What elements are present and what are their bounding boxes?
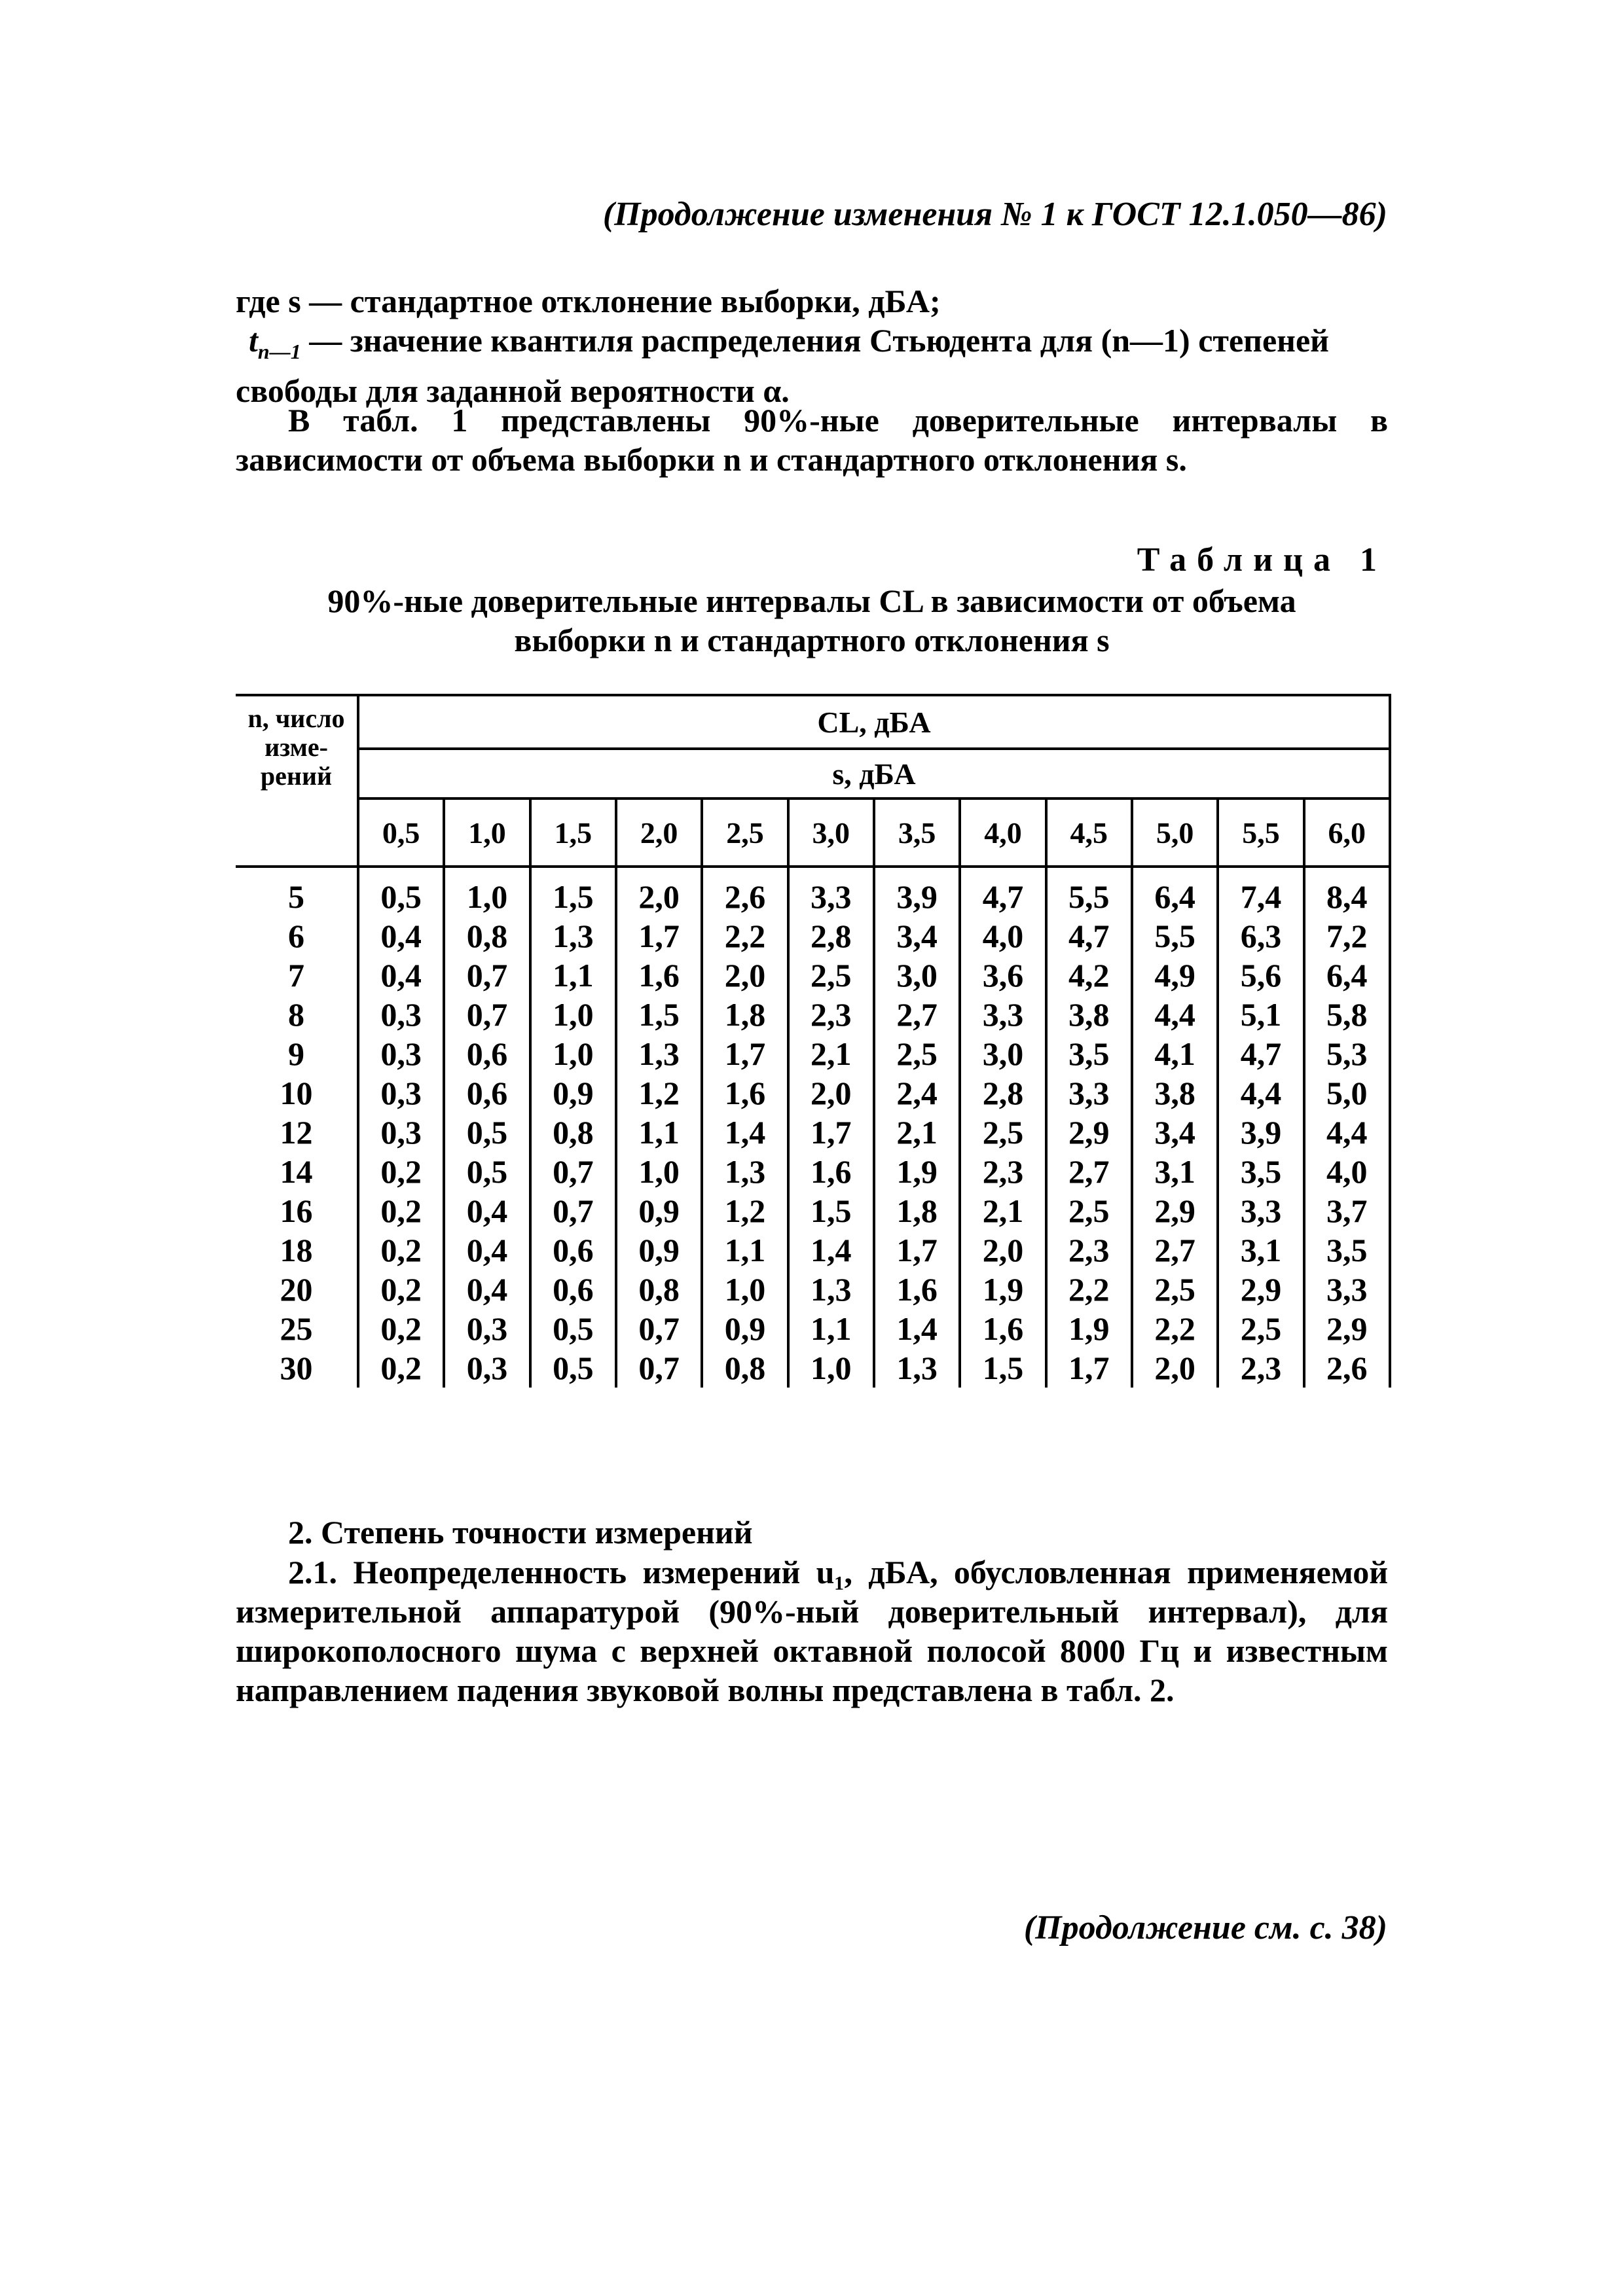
cl-value: 3,0 xyxy=(874,956,960,995)
cl-value: 0,7 xyxy=(616,1348,702,1388)
cl-value: 6,4 xyxy=(1132,867,1218,916)
n-column-header: n, число изме- рений xyxy=(236,695,358,867)
cl-value: 3,4 xyxy=(874,916,960,956)
cl-value: 7,4 xyxy=(1218,867,1304,916)
cl-value: 4,2 xyxy=(1046,956,1132,995)
s-value-header: 2,5 xyxy=(702,798,788,867)
cl-value: 4,9 xyxy=(1132,956,1218,995)
cl-value: 1,1 xyxy=(702,1230,788,1270)
confidence-table xyxy=(236,694,1391,1388)
cl-value: 1,7 xyxy=(788,1113,874,1152)
cl-value: 6,3 xyxy=(1218,916,1304,956)
cl-value: 3,3 xyxy=(960,995,1046,1034)
n-value: 6 xyxy=(236,916,358,956)
cl-value: 1,5 xyxy=(788,1191,874,1230)
cl-value: 7,2 xyxy=(1304,916,1390,956)
cl-value: 0,6 xyxy=(444,1034,530,1073)
cl-table xyxy=(236,694,1391,1388)
cl-value: 1,6 xyxy=(702,1073,788,1113)
cl-value: 0,3 xyxy=(444,1348,530,1388)
cl-value: 0,6 xyxy=(530,1230,616,1270)
cl-value: 0,5 xyxy=(444,1152,530,1191)
n-value: 20 xyxy=(236,1270,358,1309)
cl-value: 2,9 xyxy=(1304,1309,1390,1348)
cl-value: 1,0 xyxy=(444,867,530,916)
cl-value: 2,5 xyxy=(1218,1309,1304,1348)
cl-value: 3,3 xyxy=(788,867,874,916)
cl-value: 0,2 xyxy=(358,1348,444,1388)
cl-value: 2,8 xyxy=(788,916,874,956)
cl-value: 0,7 xyxy=(444,995,530,1034)
cl-value: 0,5 xyxy=(530,1348,616,1388)
cl-value: 1,6 xyxy=(960,1309,1046,1348)
cl-header: CL, дБА xyxy=(358,695,1390,749)
table-caption: Таблица 1 xyxy=(1137,541,1387,579)
table-row xyxy=(236,1152,1390,1191)
cl-value: 1,7 xyxy=(874,1230,960,1270)
cl-value: 1,7 xyxy=(702,1034,788,1073)
cl-value: 0,8 xyxy=(616,1270,702,1309)
cl-value: 3,3 xyxy=(1218,1191,1304,1230)
n-value: 10 xyxy=(236,1073,358,1113)
cl-value: 8,4 xyxy=(1304,867,1390,916)
s-value-header: 5,0 xyxy=(1132,798,1218,867)
s-value-header: 3,0 xyxy=(788,798,874,867)
cl-value: 3,5 xyxy=(1218,1152,1304,1191)
cl-value: 1,7 xyxy=(1046,1348,1132,1388)
s-value-header: 1,0 xyxy=(444,798,530,867)
table-title-line-2: выборки n и стандартного отклонения s xyxy=(514,622,1110,658)
cl-value: 2,6 xyxy=(702,867,788,916)
cl-value: 3,7 xyxy=(1304,1191,1390,1230)
cl-value: 0,4 xyxy=(444,1230,530,1270)
continuation-note: (Продолжение см. с. 38) xyxy=(1023,1909,1387,1946)
cl-value: 5,8 xyxy=(1304,995,1390,1034)
table-title xyxy=(236,581,1388,660)
cl-value: 4,7 xyxy=(960,867,1046,916)
cl-value: 2,1 xyxy=(788,1034,874,1073)
cl-value: 0,2 xyxy=(358,1309,444,1348)
definition-t-text: — значение квантиля распределения Стьюдента для (n—1) степеней xyxy=(301,322,1329,359)
n-value: 8 xyxy=(236,995,358,1034)
s-value-header: 5,5 xyxy=(1218,798,1304,867)
cl-value: 2,5 xyxy=(1046,1191,1132,1230)
s-value-header: 4,0 xyxy=(960,798,1046,867)
cl-value: 2,0 xyxy=(788,1073,874,1113)
cl-value: 3,6 xyxy=(960,956,1046,995)
cl-value: 2,3 xyxy=(1218,1348,1304,1388)
cl-value: 1,3 xyxy=(530,916,616,956)
n-value: 16 xyxy=(236,1191,358,1230)
cl-value: 2,2 xyxy=(1132,1309,1218,1348)
definition-t xyxy=(236,321,1388,371)
table-row xyxy=(236,1191,1390,1230)
table-row xyxy=(236,1230,1390,1270)
s-value-header: 0,5 xyxy=(358,798,444,867)
cl-value: 0,8 xyxy=(702,1348,788,1388)
cl-value: 0,2 xyxy=(358,1270,444,1309)
cl-value: 0,4 xyxy=(358,916,444,956)
cl-value: 0,2 xyxy=(358,1152,444,1191)
s-value-header: 2,0 xyxy=(616,798,702,867)
cl-value: 2,3 xyxy=(788,995,874,1034)
cl-value: 1,3 xyxy=(874,1348,960,1388)
cl-value: 2,9 xyxy=(1046,1113,1132,1152)
cl-value: 1,0 xyxy=(788,1348,874,1388)
table-row xyxy=(236,1034,1390,1073)
cl-value: 3,8 xyxy=(1132,1073,1218,1113)
paragraph-table-ref: В табл. 1 представлены 90%-ные доверительные интервалы в зависимости от объема выборки n и стандартного отклонения s. xyxy=(236,402,1388,478)
cl-value: 5,6 xyxy=(1218,956,1304,995)
cl-value: 4,7 xyxy=(1046,916,1132,956)
cl-value: 2,7 xyxy=(1132,1230,1218,1270)
cl-value: 2,0 xyxy=(616,867,702,916)
s-header: s, дБА xyxy=(358,749,1390,798)
cl-value: 0,7 xyxy=(616,1309,702,1348)
cl-value: 1,9 xyxy=(1046,1309,1132,1348)
cl-value: 0,3 xyxy=(358,1113,444,1152)
cl-value: 0,9 xyxy=(702,1309,788,1348)
cl-value: 1,3 xyxy=(702,1152,788,1191)
cl-value: 0,4 xyxy=(358,956,444,995)
n-value: 30 xyxy=(236,1348,358,1388)
cl-value: 2,2 xyxy=(1046,1270,1132,1309)
table-row xyxy=(236,1113,1390,1152)
cl-value: 0,5 xyxy=(530,1309,616,1348)
s-value-header: 4,5 xyxy=(1046,798,1132,867)
cl-value: 0,9 xyxy=(616,1191,702,1230)
cl-value: 3,1 xyxy=(1132,1152,1218,1191)
cl-value: 1,8 xyxy=(874,1191,960,1230)
cl-value: 1,5 xyxy=(616,995,702,1034)
cl-value: 0,6 xyxy=(530,1270,616,1309)
cl-value: 2,0 xyxy=(1132,1348,1218,1388)
cl-value: 1,7 xyxy=(616,916,702,956)
cl-value: 1,0 xyxy=(616,1152,702,1191)
cl-value: 1,0 xyxy=(530,995,616,1034)
n-value: 18 xyxy=(236,1230,358,1270)
cl-value: 0,3 xyxy=(358,995,444,1034)
cl-value: 1,0 xyxy=(530,1034,616,1073)
n-value: 7 xyxy=(236,956,358,995)
t-subscript: n—1 xyxy=(257,340,301,363)
cl-value: 6,4 xyxy=(1304,956,1390,995)
cl-value: 2,1 xyxy=(874,1113,960,1152)
cl-value: 2,5 xyxy=(1132,1270,1218,1309)
cl-value: 2,5 xyxy=(960,1113,1046,1152)
cl-value: 4,4 xyxy=(1132,995,1218,1034)
cl-value: 0,3 xyxy=(444,1309,530,1348)
cl-value: 2,6 xyxy=(1304,1348,1390,1388)
cl-value: 2,0 xyxy=(702,956,788,995)
cl-value: 0,8 xyxy=(530,1113,616,1152)
cl-value: 1,2 xyxy=(616,1073,702,1113)
cl-value: 0,3 xyxy=(358,1073,444,1113)
table-row xyxy=(236,916,1390,956)
cl-value: 1,3 xyxy=(616,1034,702,1073)
table-row xyxy=(236,1348,1390,1388)
cl-value: 2,0 xyxy=(960,1230,1046,1270)
n-value: 9 xyxy=(236,1034,358,1073)
cl-value: 0,7 xyxy=(530,1152,616,1191)
cl-value: 3,9 xyxy=(1218,1113,1304,1152)
cl-value: 1,4 xyxy=(874,1309,960,1348)
cl-value: 1,5 xyxy=(530,867,616,916)
cl-value: 2,7 xyxy=(874,995,960,1034)
cl-value: 1,1 xyxy=(530,956,616,995)
cl-value: 1,4 xyxy=(702,1113,788,1152)
intro-definitions xyxy=(236,281,1388,410)
cl-value: 2,3 xyxy=(1046,1230,1132,1270)
table-row xyxy=(236,1270,1390,1309)
cl-value: 2,5 xyxy=(788,956,874,995)
cl-value: 4,4 xyxy=(1304,1113,1390,1152)
paragraph-uncertainty: 2.1. Неопределенность измерений u₁, дБА, обусловленная применяемой измерительной аппаратурой (90%-ный доверительный интервал), для широкополосного шума с верхней октавной полосой 8000 Гц и известным направлением падения звуковой волны представлена в табл. 2. xyxy=(236,1554,1388,1708)
cl-value: 3,5 xyxy=(1046,1034,1132,1073)
cl-value: 0,7 xyxy=(530,1191,616,1230)
definition-t-cont: свободы для заданной вероятности α. xyxy=(236,372,790,409)
cl-value: 0,3 xyxy=(358,1034,444,1073)
cl-value: 2,4 xyxy=(874,1073,960,1113)
n-value: 25 xyxy=(236,1309,358,1348)
cl-value: 1,6 xyxy=(874,1270,960,1309)
cl-value: 3,1 xyxy=(1218,1230,1304,1270)
cl-value: 3,3 xyxy=(1304,1270,1390,1309)
cl-value: 1,6 xyxy=(788,1152,874,1191)
n-value: 12 xyxy=(236,1113,358,1152)
cl-value: 2,3 xyxy=(960,1152,1046,1191)
cl-value: 0,2 xyxy=(358,1191,444,1230)
cl-value: 3,3 xyxy=(1046,1073,1132,1113)
cl-value: 0,2 xyxy=(358,1230,444,1270)
s-value-header: 3,5 xyxy=(874,798,960,867)
table-row xyxy=(236,1309,1390,1348)
cl-value: 4,7 xyxy=(1218,1034,1304,1073)
table-row xyxy=(236,867,1390,916)
cl-value: 1,3 xyxy=(788,1270,874,1309)
cl-value: 2,9 xyxy=(1218,1270,1304,1309)
cl-value: 2,5 xyxy=(874,1034,960,1073)
cl-value: 2,2 xyxy=(702,916,788,956)
cl-value: 1,1 xyxy=(788,1309,874,1348)
cl-value: 4,1 xyxy=(1132,1034,1218,1073)
cl-value: 1,2 xyxy=(702,1191,788,1230)
cl-value: 0,5 xyxy=(444,1113,530,1152)
t-symbol: t xyxy=(249,322,258,359)
n-value: 5 xyxy=(236,867,358,916)
section-heading: 2. Степень точности измерений xyxy=(288,1514,753,1551)
cl-value: 1,8 xyxy=(702,995,788,1034)
cl-value: 4,4 xyxy=(1218,1073,1304,1113)
cl-value: 0,4 xyxy=(444,1270,530,1309)
cl-value: 5,0 xyxy=(1304,1073,1390,1113)
cl-value: 0,9 xyxy=(530,1073,616,1113)
cl-value: 1,5 xyxy=(960,1348,1046,1388)
cl-value: 5,5 xyxy=(1132,916,1218,956)
cl-value: 5,5 xyxy=(1046,867,1132,916)
table-row xyxy=(236,995,1390,1034)
cl-value: 3,9 xyxy=(874,867,960,916)
cl-value: 2,7 xyxy=(1046,1152,1132,1191)
cl-value: 3,0 xyxy=(960,1034,1046,1073)
cl-value: 0,6 xyxy=(444,1073,530,1113)
cl-value: 0,7 xyxy=(444,956,530,995)
table-row xyxy=(236,956,1390,995)
cl-value: 1,9 xyxy=(960,1270,1046,1309)
cl-value: 0,4 xyxy=(444,1191,530,1230)
cl-value: 3,5 xyxy=(1304,1230,1390,1270)
cl-value: 1,4 xyxy=(788,1230,874,1270)
cl-value: 5,1 xyxy=(1218,995,1304,1034)
running-head: (Продолжение изменения № 1 к ГОСТ 12.1.050—86) xyxy=(602,196,1387,233)
cl-value: 1,0 xyxy=(702,1270,788,1309)
table-row xyxy=(236,1073,1390,1113)
table-title-line-1: 90%-ные доверительные интервалы CL в зависимости от объема xyxy=(327,583,1296,619)
s-value-header: 1,5 xyxy=(530,798,616,867)
cl-value: 0,8 xyxy=(444,916,530,956)
cl-value: 4,0 xyxy=(960,916,1046,956)
cl-value: 0,9 xyxy=(616,1230,702,1270)
cl-value: 2,1 xyxy=(960,1191,1046,1230)
n-value: 14 xyxy=(236,1152,358,1191)
cl-value: 1,1 xyxy=(616,1113,702,1152)
cl-value: 3,4 xyxy=(1132,1113,1218,1152)
cl-value: 1,6 xyxy=(616,956,702,995)
s-value-header: 6,0 xyxy=(1304,798,1390,867)
cl-value: 5,3 xyxy=(1304,1034,1390,1073)
cl-value: 2,9 xyxy=(1132,1191,1218,1230)
cl-value: 3,8 xyxy=(1046,995,1132,1034)
cl-value: 0,5 xyxy=(358,867,444,916)
definition-s: где s — стандартное отклонение выборки, дБА; xyxy=(236,283,941,319)
cl-value: 1,9 xyxy=(874,1152,960,1191)
cl-value: 2,8 xyxy=(960,1073,1046,1113)
cl-value: 4,0 xyxy=(1304,1152,1390,1191)
